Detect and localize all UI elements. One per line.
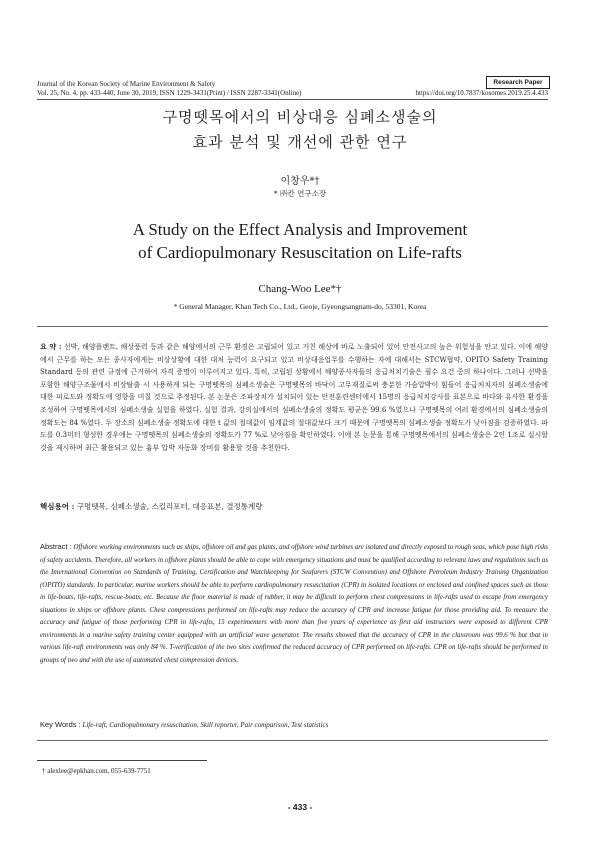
page-number: - 433 - (287, 802, 313, 812)
korean-abstract-label: 요 약 : (40, 342, 62, 351)
abstract-divider (37, 740, 548, 741)
korean-keywords-label: 핵심용어 : (40, 502, 75, 511)
corresponding-author-footnote: † alexlee@epkhan.com, 055-639-7751 (42, 767, 151, 775)
footnote-rule (37, 760, 207, 761)
header-divider (37, 99, 548, 100)
english-keywords-text: Life-raft, Cardiopulmonary resuscitation, Skill reporter, Pair comparison, Test statistics (82, 721, 329, 729)
korean-keywords-text: 구명뗏목, 심폐소생술, 스킬리포터, 대응표본, 결정통계량 (76, 502, 263, 511)
korean-title-line1: 구명뗏목에서의 비상대응 심폐소생술의 (162, 108, 438, 126)
english-keywords (40, 720, 548, 729)
korean-keywords (40, 501, 548, 512)
english-abstract-text: Offshore working environments such as ships, offshore oil and gas plants, and offshore wind turbines are isolated and directly exposed to rough seas, which pose high risks of safety accidents. Therefore, all workers in offshore plants should be able to cope with emergency situations and must be qualified according to relevant laws and regulations such as the International Convention on Standards of Training, Certification and Watchkeeping for Seafarers (STCW Convention) and Offshore Petroleum Industry Training Organization (OPITO) standards. In particular, marine workers should be able to perform cardiopulmonary resuscitation (CPR) in isolated locations or enclosed and confined spaces such as those in life-boats, life-rafts, rescue-boats, etc. Because the floor material is made of rubber, it may be difficult to perform chest compressions in life-rafts used to escape from emergency situations in ships or offshore plants. Chest compressions performed on life-rafts may reduce the accuracy of CPR and increase fatigue for those providing aid. To measure the accuracy and fatigue of those performing CPR in life-rafts, 15 experimenters with more than five years of experience as first aid instructors were exposed to different CPR environments in a marine safety training center equipped with an artificial wave generator. The results showed that the accuracy of CPR in the classroom was 99.6 % but that in various life-raft environments was only 84 %. T-verification of the two sites confirmed the reduced accuracy of CPR performed on life-rafts. CPR on life-rafts should be performed in groups of two and with the use of automated chest compression devices. (40, 544, 548, 664)
korean-abstract-text: 선박, 해양플랜트, 해상풍력 등과 같은 해양에서의 근무 환경은 고립되어 있고 거친 해상에 바로 노출되어 있어 안전사고의 높은 위험성을 안고 있다. 이에 해양에서 근무를 하는 모든 종사자에게는 비상상황에 대한 대처 능력이 요구되고 있고 비상대응업무를 수행하는 자에 대해서는 STCW협약, OPITO Safety Training Standard 등의 관련 규정에 근거하여 자격 증명이 이루어지고 있다. 특히, 고립된 상황에서 해양종사자들의 응급처치기술은 필수 요건 중의 하나이다. 그러나 선박을 포함한 해양구조물에서 비상탈출 시 사용하게 되는 구명뗏목의 심폐소생술은 구명뗏목의 바닥이 고무재질로써 충분한 가슴압박이 힘들어 응급처치자의 심폐소생술에 대한 피로도와 정확도에 영향을 미칠 것으로 추정된다. 본 논문은 조파장치가 설치되어 있는 안전훈련센터에서 15명의 응급처치강사를 표본으로 바다와 유사한 환경을 조성하여 구명뗏목에서의 심폐소생술 실험을 하였다. 실험 결과, 강의실에서의 심폐소생술의 정확도 평균은 99.6 %였으나 구명뗏목의 여러 환경에서의 심폐소생술의 정확도는 84 %였다. 두 장소의 심폐소생술 정확도에 대한 t 값의 절대값이 임계값의 절대값보다 크기 때문에 구명뗏목의 심폐소생술 정확도가 낮아짐을 검증하였다. 파도를 0.3미터 형성한 경우에는 구명뗏목의 심폐소생술의 정확도가 77 %로 낮아짐을 확인하였다. 이에 본 논문을 통해 구명뗏목에서의 심폐소생술은 2인 1조로 실시할 것을 제시하며 최근 활용되고 있는 흉부 압박 자동화 장비를 활용할 것을 추천한다. (40, 343, 548, 452)
korean-author: 이창우*† (280, 176, 320, 187)
english-author: Chang-Woo Lee*† (258, 283, 342, 295)
section-divider (37, 326, 548, 327)
english-abstract-label: Abstract : (40, 542, 72, 551)
english-title-line2: of Cardiopulmonary Resuscitation on Life-rafts (138, 243, 462, 262)
english-abstract (40, 541, 548, 667)
korean-abstract (40, 341, 548, 454)
english-keywords-label: Key Words : (40, 720, 81, 729)
english-affiliation: * General Manager, Khan Tech Co., Ltd., Geoje, Gyeongsangnam-do, 53301, Korea (173, 302, 427, 311)
korean-title-line2: 효과 분석 및 개선에 관한 연구 (192, 133, 408, 151)
journal-name: Journal of the Korean Society of Marine Environment & Safety (37, 80, 216, 88)
journal-volume: Vol. 25, No. 4, pp. 433-440, June 30, 2019, ISSN 1229-3431(Print) / ISSN 2287-3341(Online) (37, 89, 302, 97)
korean-affiliation: * ㈜칸 연구소장 (273, 189, 327, 198)
doi-link[interactable]: https://doi.org/10.7837/kosomes.2019.25.4.433 (415, 89, 548, 97)
article-type-badge: Research Paper (486, 76, 550, 89)
journal-info (37, 80, 302, 98)
english-title-line1: A Study on the Effect Analysis and Improvement (132, 220, 468, 239)
